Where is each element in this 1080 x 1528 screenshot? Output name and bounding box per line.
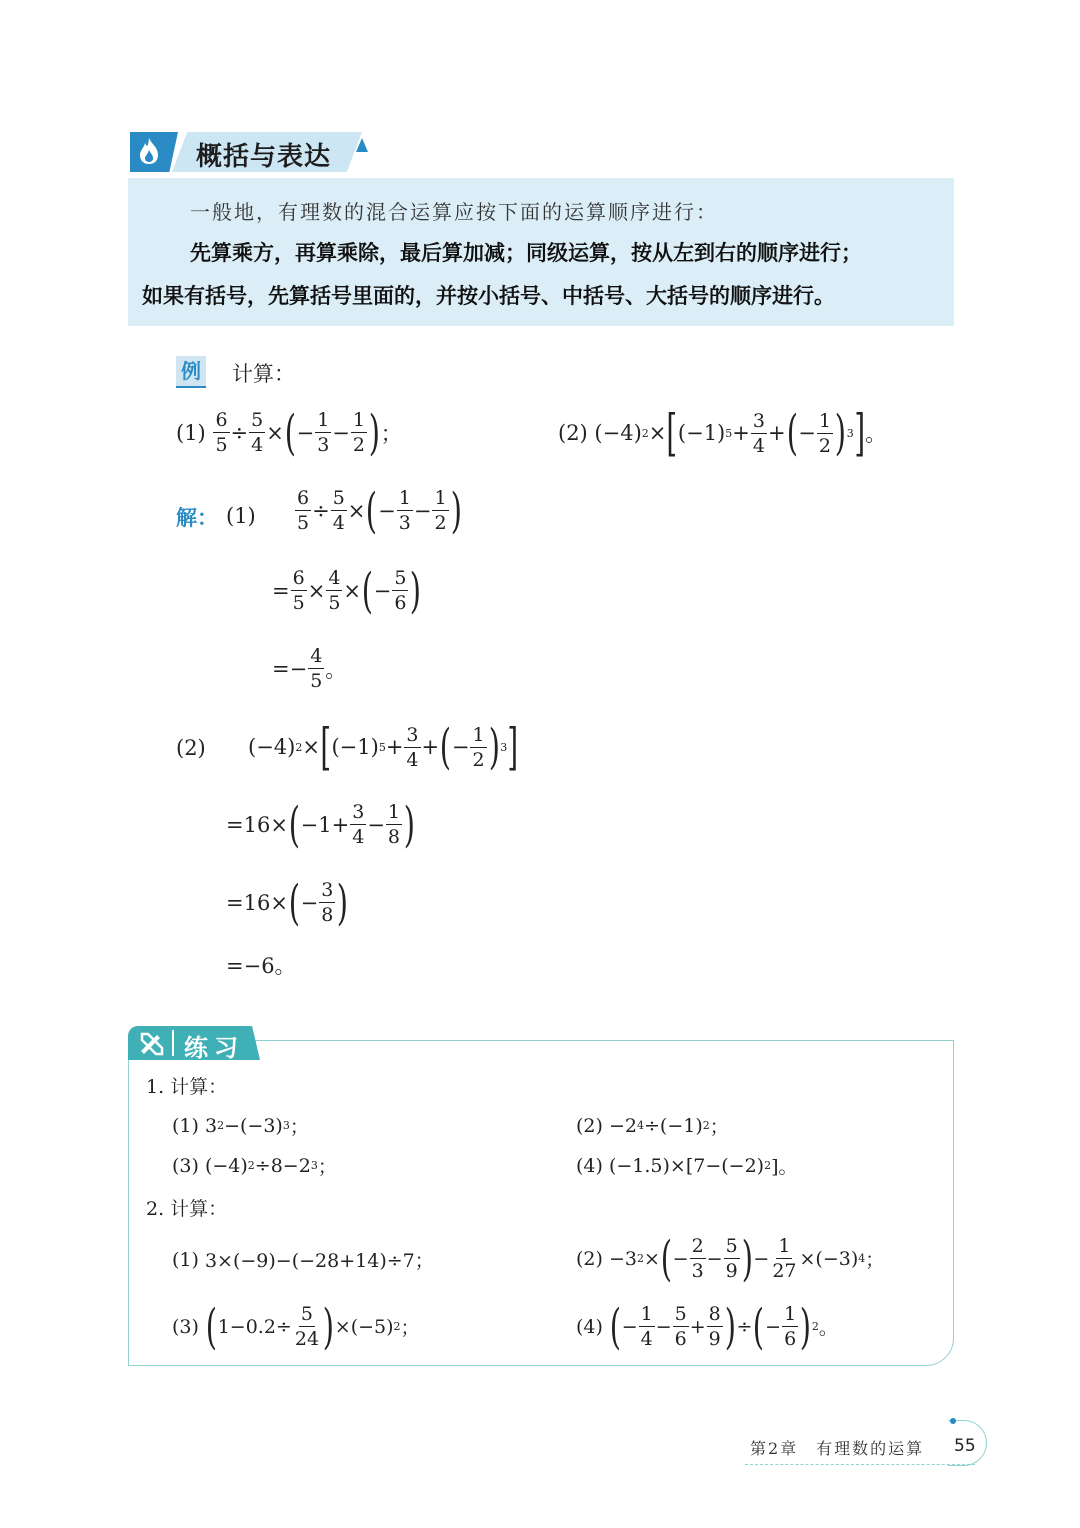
label: (1) <box>176 420 206 445</box>
practice-2-3: (3) ( 1−0.2÷ 5 24 ) ×(−5) 2 ； <box>172 1298 420 1355</box>
practice-2-4: (4) ( − 1 4 − 5 6 + 8 9 ) ÷ ( − 1 6 ) 2 。 <box>576 1298 838 1355</box>
practice-1-1: (1) 3 2 −(−3) 3 ； <box>172 1114 309 1138</box>
summary-line-1: 一般地，有理数的混合运算应按下面的运算顺序进行： <box>190 200 718 224</box>
example-problem-2: (2) (−4) 2 × [ (−1) 5 + 3 4 + ( − 1 2 ) 3 ] 。 <box>558 404 887 462</box>
solution-2-result: =−6。 <box>226 954 296 978</box>
section-title: 概括与表达 <box>196 142 332 172</box>
solution-2-step-1: (−4) 2 × [ (−1) 5 + 3 4 + ( − 1 2 ) 3 ] <box>248 718 519 776</box>
practice-question-1: 1. 计算： <box>146 1076 228 1098</box>
solution-1-result: =− $\frac{4}{5}$ 。 <box>272 645 347 692</box>
footer-divider <box>745 1464 975 1465</box>
practice-2-1: (1) 3×(−9)−(−28+14)÷7； <box>172 1248 434 1272</box>
practice-1-3: (3) (−4) 2 ÷8−2 3 ； <box>172 1154 337 1178</box>
triangle-decoration-icon <box>356 138 368 152</box>
dot-icon <box>950 1418 956 1424</box>
practice-1-2: (2) −2 4 ÷(−1) 2 ； <box>576 1114 729 1138</box>
pencil-ruler-icon <box>138 1030 164 1060</box>
practice-2-2: (2) −3 2 × ( − 2 3 − 5 9 ) − 1 27 ×(−3) 4 ； <box>576 1230 885 1287</box>
solution-1-step-1: 6 5 ÷ 5 4 × ( − 1 3 − 1 2 ) <box>297 482 462 539</box>
solution-part2-label: (2) <box>176 736 206 760</box>
practice-title: 练习 <box>184 1034 244 1062</box>
solution-2-step-2: =16× ( −1+ 3 4 − 1 8 ) <box>226 796 416 853</box>
example-problem-1: (1) 6 5 ÷ 5 4 × ( − 1 3 − 1 2 ) ； <box>176 404 402 461</box>
practice-1-4: (4) (−1.5)×[7−(−2) 2 ]。 <box>576 1154 798 1178</box>
solution-1-step-2: = 6 5 × 4 5 × ( − 5 6 ) <box>272 562 422 619</box>
tab-divider <box>172 1030 174 1056</box>
flame-icon <box>130 132 178 172</box>
summary-line-3: 如果有括号，先算括号里面的，并按小括号、中括号、大括号的顺序进行。 <box>142 284 835 308</box>
chapter-label: 第2章 有理数的运算 <box>750 1439 925 1458</box>
example-prompt: 计算： <box>232 362 295 386</box>
practice-question-2: 2. 计算： <box>146 1198 228 1220</box>
solution-part1-label: (1) <box>226 504 256 528</box>
solution-label: 解： <box>176 506 218 530</box>
example-tag: 例 <box>176 356 206 388</box>
page-number: 55 <box>954 1436 976 1456</box>
summary-line-2: 先算乘方，再算乘除，最后算加减；同级运算，按从左到右的顺序进行； <box>190 241 862 265</box>
solution-2-step-3: =16× ( − 3 8 ) <box>226 874 349 931</box>
